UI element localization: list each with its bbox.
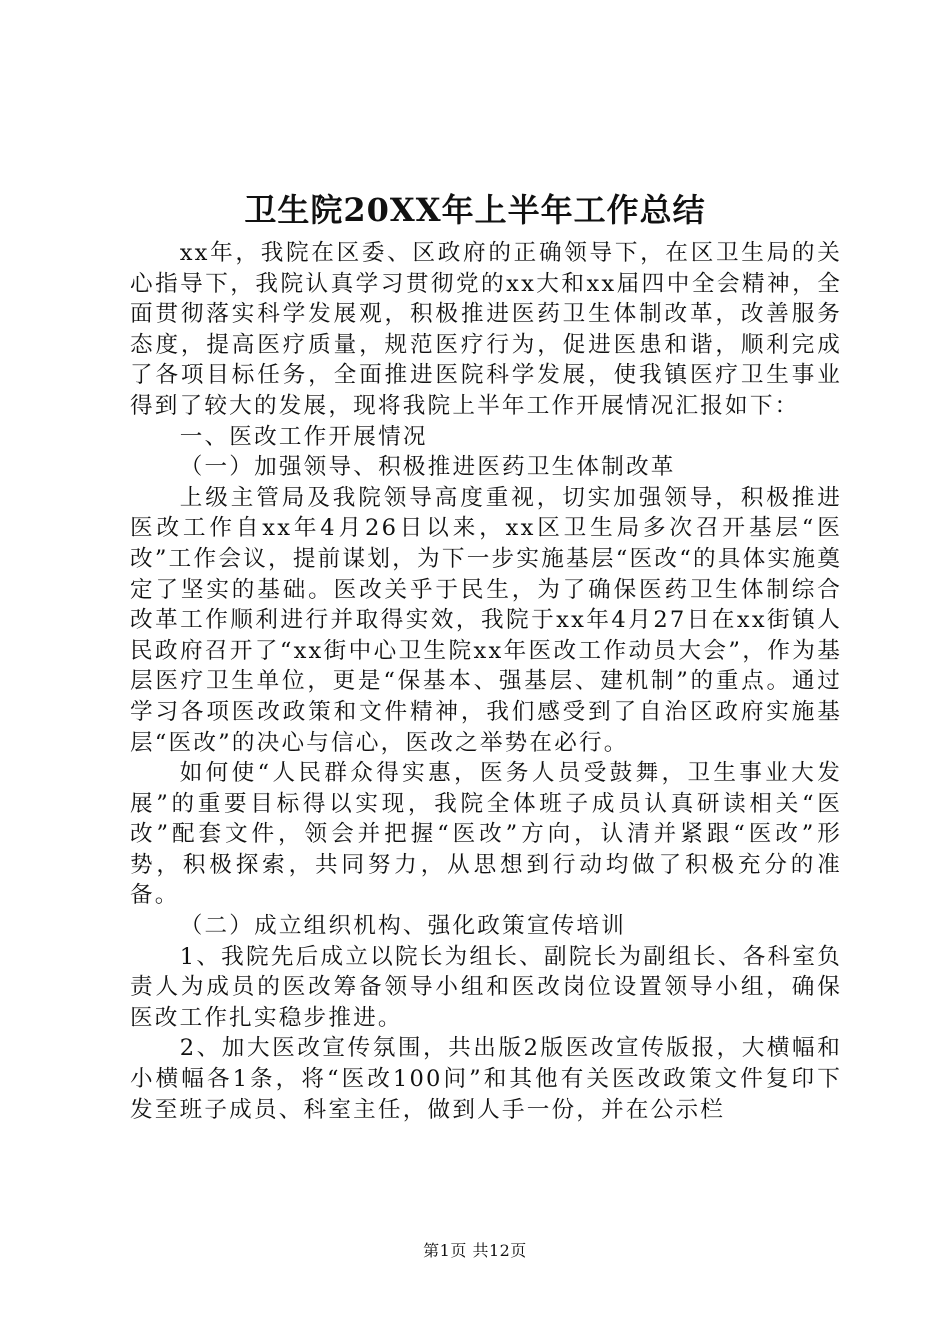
paragraph-item-1: 1、我院先后成立以院长为组长、副院长为副组长、各科室负责人为成员的医改筹备领导小组和医改岗位设置领导小组，确保医改工作扎实稳步推进。 <box>130 943 842 1031</box>
subsection-heading-1: （一）加强领导、积极推进医药卫生体制改革 <box>179 454 676 481</box>
document-title: 卫生院20XX年上半年工作总结 <box>244 191 706 229</box>
paragraph-body: 上级主管局及我院领导高度重视，切实加强领导，积极推进医改工作自xx年4月26日以来，xx区卫生局多次召开基层“医改”工作会议，提前谋划，为下一步实施基层“医改“的具体实施奠定了坚实的基础。医改关乎于民生，为了确保医药卫生体制综合改革工作顺利进行并取得实效，我院于xx年4月27日在xx街镇人民政府召开了“xx街中心卫生院xx年医改工作动员大会”，作为基层医疗卫生单位，更是“保基本、强基层、建机制”的重点。通过学习各项医改政策和文件精神，我们感受到了自治区政府实施基层“医改”的决心与信心，医改之举势在必行。 <box>130 484 842 756</box>
subsection-heading-2: （二）成立组织机构、强化政策宣传培训 <box>179 913 627 940</box>
paragraph-item-2: 2、加大医改宣传氛围，共出版2版医改宣传版报，大横幅和小横幅各1条，将“医改100问”和其他有关医改政策文件复印下发至班子成员、科室主任，做到人手一份，并在公示栏 <box>130 1035 842 1123</box>
paragraph-body: 如何使“人民群众得实惠，医务人员受鼓舞，卫生事业大发展”的重要目标得以实现，我院全体班子成员认真研读相关“医改”配套文件，领会并把握“医改”方向，认清并紧跟“医改”形势，积极探索，共同努力，从思想到行动均做了积极充分的准备。 <box>130 760 842 909</box>
section-heading-1: 一、医改工作开展情况 <box>179 423 428 450</box>
document-body <box>130 238 842 1125</box>
paragraph-intro: xx年，我院在区委、区政府的正确领导下，在区卫生局的关心指导下，我院认真学习贯彻党的xx大和xx届四中全会精神，全面贯彻落实科学发展观，积极推进医药卫生体制改革，改善服务态度，提高医疗质量，规范医疗行为，促进医患和谐，顺利完成了各项目标任务，全面推进医院科学发展，使我镇医疗卫生事业得到了较大的发展，现将我院上半年工作开展情况汇报如下： <box>130 240 842 419</box>
page-number: 第1页 共12页 <box>423 1241 527 1260</box>
